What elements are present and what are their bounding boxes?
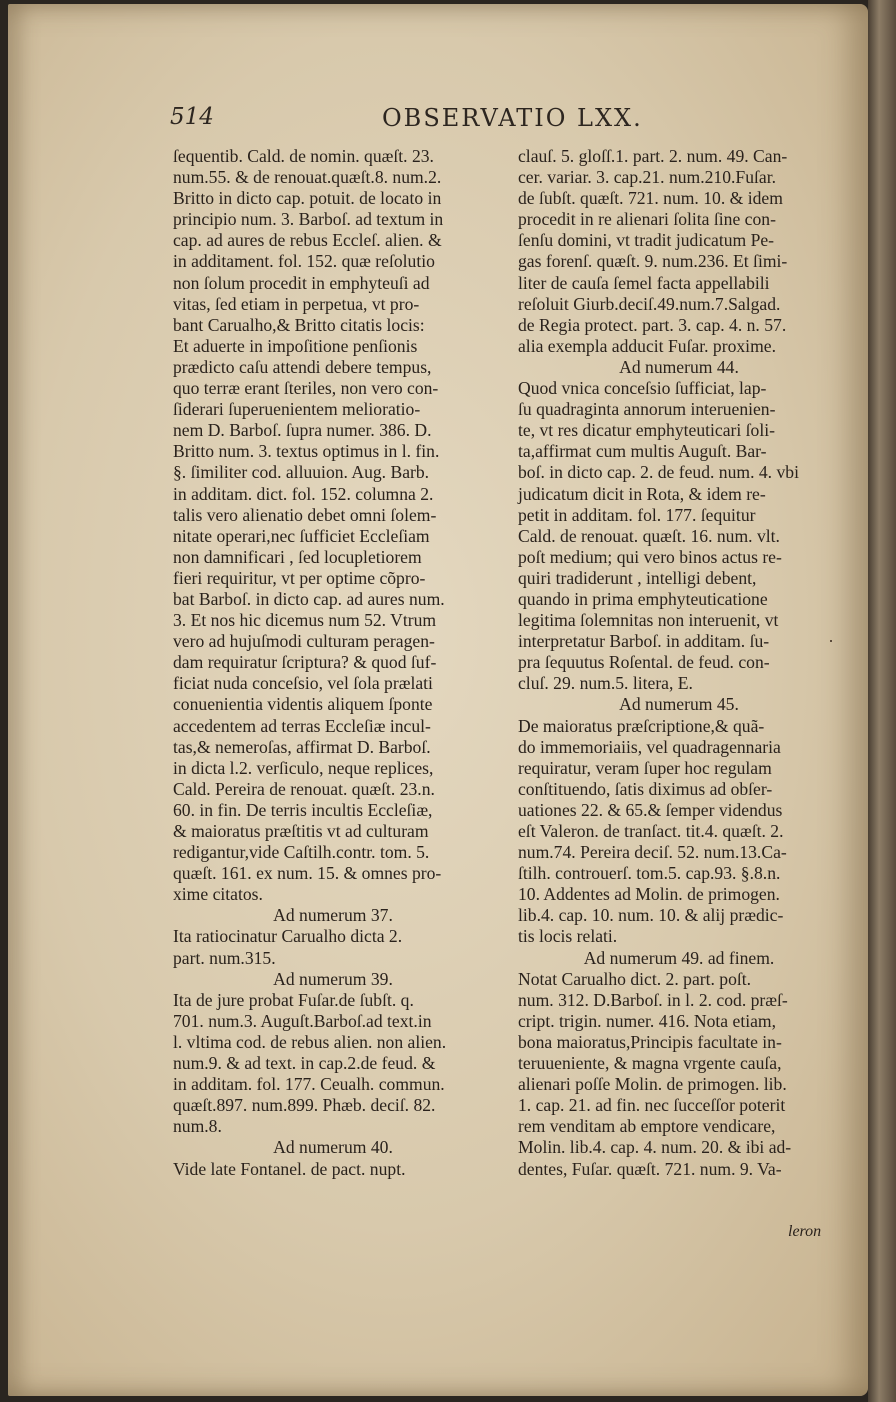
text-line: eſt Valeron. de tranſact. tit.4. quæſt. 2. — [518, 821, 784, 841]
text-line: teruueniente, & magna vrgente cauſa, — [518, 1053, 782, 1074]
page-number: 514 — [170, 104, 214, 130]
text-line: quæſt. 161. ex num. 15. & omnes pro- — [173, 863, 442, 884]
text-line: part. num.315. — [173, 947, 276, 968]
catchword: leron — [788, 1223, 822, 1240]
text-line: nitate operari,nec ſufficiet Eccleſiam — [173, 525, 430, 546]
text-line: in additament. fol. 152. quæ reſolutio — [173, 251, 435, 272]
text-line: & maioratus præſtitis vt ad culturam — [173, 821, 429, 841]
text-line: ſu quadraginta annorum interuenien- — [518, 399, 776, 420]
text-line: quiri tradiderunt , intelligi debent, — [518, 567, 757, 588]
text-line: Ad numerum 40. — [273, 1137, 393, 1158]
text-line: alienari poſſe Molin. de primogen. lib. — [518, 1074, 787, 1095]
text-line: num.8. — [173, 1116, 222, 1137]
text-line: quo terræ erant ſteriles, non vero con- — [173, 378, 439, 399]
text-line: ſiderari ſuperuenientem melioratio- — [173, 399, 421, 420]
text-line: 701. num.3. Auguſt.Barboſ.ad text.in — [173, 1010, 432, 1031]
text-line: Ad numerum 37. — [273, 905, 393, 926]
text-line: cap. ad aures de rebus Eccleſ. alien. & — [173, 230, 442, 251]
text-line: petit in additam. fol. 177. ſequitur — [518, 504, 756, 525]
left-text-column — [173, 146, 493, 1180]
text-line: alia exempla adducit Fuſar. proxime. — [518, 335, 776, 356]
text-line: ſtilh. controuerſ. tom.5. cap.93. §.8.n. — [518, 863, 781, 884]
text-line: Ita ratiocinatur Carualho dicta 2. — [173, 926, 403, 947]
text-line: Molin. lib.4. cap. 4. num. 20. & ibi ad- — [518, 1137, 792, 1158]
text-line: bona maioratus,Principis facultate in- — [518, 1031, 782, 1052]
text-line: legitima ſolemnitas non interuenit, vt — [518, 610, 779, 631]
text-line: quæſt.897. num.899. Phæb. deciſ. 82. — [173, 1095, 436, 1116]
text-line: De maioratus præſcriptione,& quã- — [518, 715, 765, 736]
text-line: Notat Carualho dict. 2. part. poſt. — [518, 968, 752, 989]
text-line: uationes 22. & 65.& ſemper videndus — [518, 799, 783, 820]
text-line: Britto in dicto cap. potuit. de locato in — [173, 188, 442, 209]
text-line: ta,affirmat cum multis Auguſt. Bar- — [518, 441, 767, 462]
text-line: boſ. in dicto cap. 2. de feud. num. 4. vbi — [518, 462, 799, 483]
text-line: poſt medium; qui vero binos actus re- — [518, 546, 782, 567]
text-line: xime citatos. — [173, 884, 263, 905]
text-line: Ad numerum 44. — [619, 356, 739, 377]
text-line: Cald. Pereira de renouat. quæſt. 23.n. — [173, 778, 435, 799]
running-header — [170, 104, 840, 140]
text-line: talis vero alienatio debet omni ſolem- — [173, 504, 437, 525]
text-line: in additam. dict. fol. 152. columna 2. — [173, 483, 434, 504]
text-line: principio num. 3. Barboſ. ad textum in — [173, 209, 444, 230]
text-line: fieri requiritur, vt per optime cõpro- — [173, 567, 426, 588]
text-line: vitas, ſed etiam in perpetua, vt pro- — [173, 293, 420, 314]
text-line: de Regia protect. part. 3. cap. 4. n. 57. — [518, 314, 787, 335]
text-line: vero ad hujuſmodi culturam peragen- — [173, 631, 435, 652]
text-line: tis locis relati. — [518, 926, 618, 947]
text-line: bant Carualho,& Britto citatis locis: — [173, 314, 425, 335]
text-line: Quod vnica conceſsio ſufficiat, lap- — [518, 378, 767, 399]
text-line: reſoluit Giurb.deciſ.49.num.7.Salgad. — [518, 293, 781, 314]
text-line: ficiat nuda conceſsio, vel ſola prælati — [173, 673, 433, 694]
text-line: num.9. & ad text. in cap.2.de feud. & — [173, 1053, 436, 1074]
text-line: pra ſequutus Roſental. de feud. con- — [518, 652, 770, 673]
text-line: dam requiratur ſcriptura? & quod ſuf- — [173, 652, 437, 673]
text-line: num.55. & de renouat.quæſt.8. num.2. — [173, 167, 442, 188]
text-line: 3. Et nos hic dicemus num 52. Vtrum — [173, 610, 437, 631]
text-line: Ad numerum 49. ad finem. — [583, 947, 775, 968]
text-line: do immemoriaiis, vel quadragennaria — [518, 736, 781, 757]
text-line: liter de cauſa ſemel facta appellabili — [518, 272, 770, 293]
text-line: Et aduerte in impoſitione penſionis — [173, 335, 418, 356]
text-line: conſtituendo, ſatis diximus ad obſer- — [518, 778, 773, 799]
text-line: Britto num. 3. textus optimus in l. fin. — [173, 441, 440, 462]
text-line: in dicta l.2. verſiculo, neque replices, — [173, 757, 434, 778]
text-line: te, vt res dicatur emphyteuticari ſoli- — [518, 420, 775, 441]
text-line: quando in prima emphyteuticatione — [518, 588, 768, 609]
text-line: cluſ. 29. num.5. litera, E. — [518, 673, 693, 694]
text-line: Vide late Fontanel. de pact. nupt. — [173, 1158, 406, 1179]
text-line: non ſolum procedit in emphyteuſi ad — [173, 272, 430, 293]
text-line: gas forenſ. quæſt. 9. num.236. Et ſimi- — [518, 251, 788, 272]
text-line: nem D. Barboſ. ſupra numer. 386. D. — [173, 420, 432, 441]
text-line: cer. variar. 3. cap.21. num.210.Fuſar. — [518, 167, 776, 188]
text-line: tas,& nemeroſas, affirmat D. Barboſ. — [173, 736, 431, 757]
text-line: de ſubſt. quæſt. 721. num. 10. & idem — [518, 188, 783, 209]
text-line: ſequentib. Cald. de nomin. quæſt. 23. — [173, 146, 434, 166]
text-line: lib.4. cap. 10. num. 10. & alij prædic- — [518, 905, 784, 926]
text-line: prædicto caſu attendi debere tempus, — [173, 356, 432, 377]
text-line: dentes, Fuſar. quæſt. 721. num. 9. Va- — [518, 1158, 782, 1179]
text-line: cript. trigin. numer. 416. Nota etiam, — [518, 1010, 776, 1031]
text-line: redigantur,vide Caſtilh.contr. tom. 5. — [173, 842, 430, 863]
text-line: accedentem ad terras Eccleſiæ incul- — [173, 715, 431, 736]
text-line: §. ſimiliter cod. alluuion. Aug. Barb. — [173, 462, 430, 483]
text-line: num. 312. D.Barboſ. in l. 2. cod. præſ- — [518, 989, 788, 1010]
text-line: in additam. fol. 177. Ceualh. commun. — [173, 1074, 445, 1095]
text-line: l. vltima cod. de rebus alien. non alien. — [173, 1031, 447, 1052]
text-line: non damnificari , ſed locupletiorem — [173, 546, 422, 567]
text-line: 10. Addentes ad Molin. de primogen. — [518, 884, 780, 905]
text-line: conuenientia videntis aliquem ſponte — [173, 694, 433, 715]
text-line: bat Barboſ. in dicto cap. ad aures num. — [173, 588, 445, 609]
right-text-column — [518, 146, 840, 1180]
text-line: judicatum dicit in Rota, & idem re- — [518, 483, 766, 504]
text-line: interpretatur Barboſ. in additam. ſu- — [518, 631, 770, 652]
text-line: rem venditam ab emptore vendicare, — [518, 1116, 776, 1137]
page-title: OBSERVATIO LXX. — [382, 104, 643, 132]
text-line: 1. cap. 21. ad fin. nec ſucceſſor poterit — [518, 1095, 786, 1116]
text-line: Cald. de renouat. quæſt. 16. num. vlt. — [518, 525, 780, 546]
book-edge — [868, 0, 896, 1402]
text-line: clauſ. 5. gloſſ.1. part. 2. num. 49. Can- — [518, 146, 788, 166]
text-line: Ad numerum 39. — [273, 968, 393, 989]
text-line: procedit in re alienari ſolita ſine con- — [518, 209, 776, 230]
text-line: ſenſu domini, vt tradit judicatum Pe- — [518, 230, 775, 251]
text-line: Ita de jure probat Fuſar.de ſubſt. q. — [173, 989, 414, 1010]
text-line: requiratur, veram ſuper hoc regulam — [518, 757, 772, 778]
text-line: 60. in fin. De terris incultis Eccleſiæ, — [173, 799, 433, 820]
text-line: num.74. Pereira deciſ. 52. num.13.Ca- — [518, 842, 787, 863]
text-line: Ad numerum 45. — [619, 694, 739, 715]
